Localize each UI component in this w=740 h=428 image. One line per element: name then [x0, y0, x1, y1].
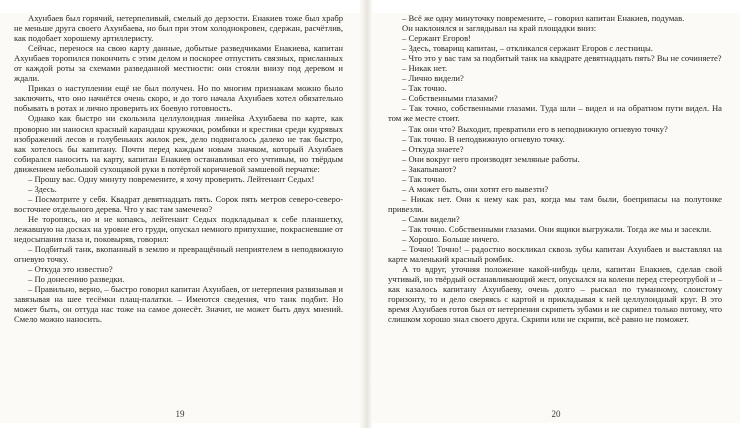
left-page-text — [14, 13, 343, 324]
paragraph: Не торопясь, но и не копаясь, лейтенант Седых подкладывал к себе планшетку, лежавшую на досках на уровне его груди, опускал немного припухшие, покрасневшие от недосыпания глаза и, поковыряв, говорил: — [14, 213, 343, 245]
dialogue-line: – Здесь. — [28, 183, 57, 194]
dialogue-line: – Прошу вас. Одну минуту повремените, я хочу проверить. Лейтенант Седых! — [28, 173, 315, 184]
dialogue-line: – Откуда это известно? — [28, 264, 113, 275]
dialogue-line: – Так точно. — [402, 83, 447, 94]
paragraph: Однако как быстро ни скользила целлулоидная линейка Ахунбаева по карте, как проворно ни наносил красный карандаш кружочки, ромбики и крестики среди кудрявых изображений лесов и голубеньких жилок рек, дело подвигалось далеко не так быстро, как хотелось бы капитану. Почти перед каждым новым значком, который Ахунбаев собирался наносить на карту, капитан Енакиев останавливал его учтивым, но твёрдым движением небольшой сухощавой руки в потёртой коричневой замшевой перчатке: — [14, 113, 343, 174]
dialogue-line: – Они вокруг него производят земляные работы. — [402, 153, 580, 164]
dialogue-line: – Точно! Точно! – радостно воскликал сквозь зубы капитан Ахунбаев и выставлял на карте маленький красный ромбик. — [388, 244, 722, 265]
dialogue-line: – Так точно. В неподвижную огневую точку. — [402, 133, 565, 144]
left-page — [0, 13, 360, 423]
dialogue-line: – Всё же одну минуточку повремените, – говорил капитан Енакиев, подумав. — [402, 13, 685, 23]
dialogue-line: – Посмотрите у себя. Квадрат девятнадцать пять. Сорок пять метров северо-северо-восточнее отдельного дерева. Что у вас там замечено? — [14, 193, 343, 214]
dialogue-line: – Так они что? Выходит, превратили его в неподвижную огневую точку? — [402, 123, 668, 134]
dialogue-line: – Закапывают? — [402, 163, 457, 174]
dialogue-line: – Так точно, собственными глазами. Туда шли – видел и на обратном пути видел. На том же месте стоит. — [388, 103, 722, 124]
paragraph: Сейчас, перенося на свою карту данные, добытые разведчиками Енакиева, капитан Ахунбаев торопился покончить с этим делом и поскорее отпустить связных, присланных от каждой роты за схемами разведанной местности: они стояли внизу под деревом и ждали. — [14, 43, 343, 84]
dialogue-line: – Подбитый танк, вкопанный в землю и превращённый неприятелем в неподвижную огневую точку. — [14, 244, 343, 265]
dialogue-line: – Так точно. — [402, 173, 447, 184]
dialogue-line: – Собственными глазами? — [402, 93, 498, 104]
paragraph: Ахунбаев был горячий, нетерпеливый, смелый до дерзости. Енакиев тоже был храбр не меньше друга своего Ахунбаева, но был при этом холоднокровен, сдержан, расчётлив, как подобает хорошему артиллеристу. — [14, 13, 343, 44]
dialogue-line: – Здесь, товарищ капитан, – откликался сержант Егоров с лестницы. — [402, 43, 653, 54]
page-number-right: 20 — [551, 409, 561, 419]
dialogue-line: – А может быть, они хотят его вывезти? — [402, 183, 549, 194]
dialogue-line: – Откуда знаете? — [402, 143, 464, 154]
book-gutter — [360, 0, 372, 428]
dialogue-line: – Сержант Егоров! — [402, 33, 472, 44]
dialogue-line: – По донесению разведки. — [28, 274, 125, 285]
dialogue-line: – Никак нет. — [402, 63, 448, 74]
paragraph: А то вдруг, уточняя положение какой-нибудь цели, капитан Енакиев, сделав свой учтивый, но твёрдый останавливающий жест, опускался на колени перед стереотрубой и – как казалось капитану Ахунбаеву, очень долго – рыскал по туманному, слоистому горизонту, то и дело сверяясь с картой и прикладывая к ней целлулоидный круг. В это время Ахунбаев готов был от нетерпения скрипеть зубами и не скрипел только потому, что слишком хорошо знал своего друга. Скрипи или не скрипи, всё равно не поможет. — [388, 264, 722, 325]
paragraph: Он наклонялся и заглядывал на край площадки вниз: — [402, 23, 597, 34]
dialogue-line: – Никак нет. Они к нему как раз, когда мы там были, боеприпасы на полутонке привезли. — [388, 193, 722, 214]
page-number-left: 19 — [175, 409, 185, 419]
dialogue-line: – Лично видели? — [402, 73, 464, 84]
dialogue-line: – Так точно. Собственными глазами. Они ящики выгружали. Тогда же мы и засекли. — [402, 223, 712, 234]
right-page — [372, 13, 740, 423]
dialogue-line: – Сами видели? — [402, 213, 460, 224]
dialogue-line: – Хорошо. Больше ничего. — [402, 234, 500, 245]
right-page-text — [388, 13, 722, 324]
dialogue-line: – Что это у вас там за подбитый танк на квадрате девятнадцать пять? Вы не сочиняете? — [402, 53, 722, 64]
paragraph: Приказ о наступлении ещё не был получен. Но по многим признакам можно было заключить, что оно начнётся очень скоро, и до того начала Ахунбаев хотел обязательно побывать в ротах и лично проверить их боевую готовность. — [14, 83, 343, 114]
dialogue-line: – Правильно, верно, – быстро говорил капитан Ахунбаев, от нетерпения развязывая и завязывая на шее тесёмки плащ-палатки. – Имеются сведения, что танк подбит. Но может быть, он оттуда нас тоже на самое донесёт. Значит, не может быть двух мнений. Смело можно наносить. — [14, 284, 343, 325]
